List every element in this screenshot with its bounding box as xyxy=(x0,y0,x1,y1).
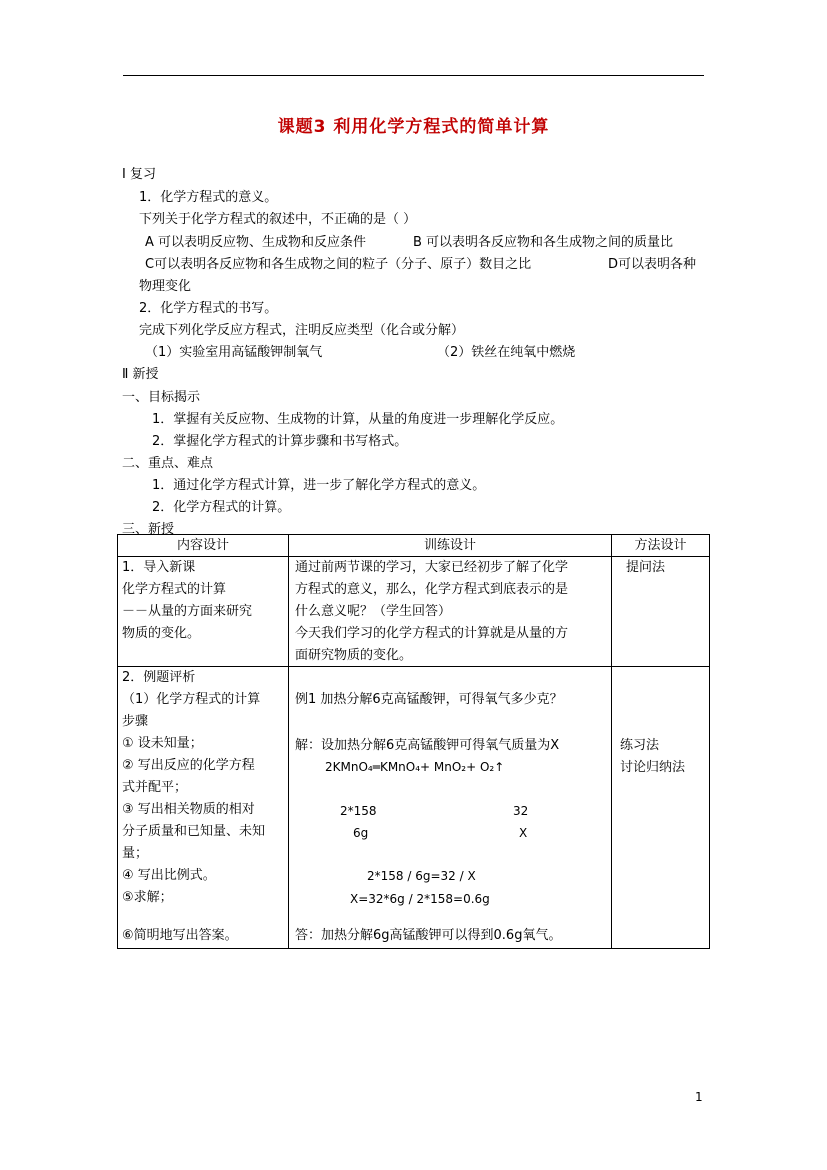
section-keypoints: 二、重点、难点 xyxy=(122,456,214,471)
goal-1: 1．掌握有关反应物、生成物的计算，从量的角度进一步理解化学反应。 xyxy=(152,412,564,427)
keypoint-1: 1．通过化学方程式计算，进一步了解化学方程式的意义。 xyxy=(152,478,486,493)
keypoint-2: 2．化学方程式的计算。 xyxy=(152,500,291,515)
review-question: 下列关于化学方程式的叙述中，不正确的是（ ） xyxy=(139,212,417,227)
row2-content-line: 2．例题评析 xyxy=(122,670,196,685)
row2-content-cell xyxy=(117,666,289,949)
row1-training-line: 通过前两节课的学习，大家已经初步了解了化学 xyxy=(295,560,569,575)
review-sub-2: （2）铁丝在纯氧中燃烧 xyxy=(437,345,576,360)
header-cell-training xyxy=(288,534,612,557)
row2-content-line: （1）化学方程式的计算 xyxy=(122,692,261,707)
row2-content-line: ② 写出反应的化学方程 xyxy=(122,758,255,773)
row2-content-line: ④ 写出比例式。 xyxy=(122,868,216,883)
review-item-1: 1．化学方程式的意义。 xyxy=(139,190,278,205)
final-answer: 答：加热分解6g高锰酸钾可以得到0.6g氧气。 xyxy=(295,928,562,943)
unknown-mass: X xyxy=(519,826,528,840)
row2-method-cell xyxy=(611,666,710,949)
review-item-2: 2．化学方程式的书写。 xyxy=(139,301,278,316)
row2-method-line: 练习法 xyxy=(620,738,660,753)
goal-2: 2．掌握化学方程式的计算步骤和书写格式。 xyxy=(152,434,408,449)
section-goals: 一、目标揭示 xyxy=(122,390,201,405)
review-heading: Ⅰ 复习 xyxy=(122,167,156,182)
row2-content-line: ③ 写出相关物质的相对 xyxy=(122,802,255,817)
header-rule xyxy=(123,75,704,76)
row1-content-line: 化学方程式的计算 xyxy=(122,582,227,597)
header-content: 内容设计 xyxy=(176,538,229,553)
header-cell-method xyxy=(611,534,710,557)
row1-training-line: 面研究物质的变化。 xyxy=(295,648,413,663)
page-title: 课题3 利用化学方程式的简单计算 xyxy=(277,117,550,137)
newlesson-heading: Ⅱ 新授 xyxy=(122,367,159,382)
row1-training-cell xyxy=(288,556,612,667)
row2-content-line: 式并配平； xyxy=(122,780,188,795)
review-task: 完成下列化学反应方程式，注明反应类型（化合或分解） xyxy=(139,323,465,338)
header-training: 训练设计 xyxy=(423,538,476,553)
ratio-equation: 2*158 / 6g=32 / X xyxy=(367,869,476,883)
review-sub-1: （1）实验室用高锰酸钾制氧气 xyxy=(145,345,323,360)
header-method: 方法设计 xyxy=(634,538,687,553)
row2-content-line: 步骤 xyxy=(122,714,149,729)
section-newlesson: 三、新授 xyxy=(122,522,175,537)
example-question: 例1 加热分解6克高锰酸钾，可得氧气多少克？ xyxy=(295,692,563,707)
option-c: C可以表明各反应物和各生成物之间的粒子（分子、原子）数目之比 xyxy=(145,257,532,272)
row1-content-cell xyxy=(117,556,289,667)
solve-equation: X=32*6g / 2*158=0.6g xyxy=(350,892,490,906)
row1-method-cell xyxy=(611,556,710,667)
known-mass: 6g xyxy=(353,826,369,840)
molar-mass-left: 2*158 xyxy=(340,804,377,818)
option-b: B 可以表明各反应物和各生成物之间的质量比 xyxy=(413,235,674,250)
row2-content-line: ⑥简明地写出答案。 xyxy=(122,928,238,943)
option-d: D可以表明各种 xyxy=(608,257,697,272)
row1-method: 提问法 xyxy=(626,560,666,575)
row2-method-line: 讨论归纳法 xyxy=(620,760,686,775)
row2-training-cell xyxy=(288,666,612,949)
row2-content-line: ⑤求解； xyxy=(122,890,173,905)
option-a: A 可以表明反应物、生成物和反应条件 xyxy=(145,235,367,250)
row1-content-line: 1．导入新课 xyxy=(122,560,196,575)
option-d-continued: 物理变化 xyxy=(139,279,192,294)
row2-content-line: 分子质量和已知量、未知 xyxy=(122,824,266,839)
row1-training-line: 什么意义呢？（学生回答） xyxy=(295,604,452,619)
row2-content-line: 量； xyxy=(122,846,149,861)
page-number: 1 xyxy=(695,1090,703,1104)
solution-setup: 解：设加热分解6克高锰酸钾可得氧气质量为X xyxy=(295,738,560,753)
lesson-table xyxy=(117,534,710,949)
row1-training-line: 今天我们学习的化学方程式的计算就是从量的方 xyxy=(295,626,569,641)
header-cell-content xyxy=(117,534,289,557)
molar-mass-right: 32 xyxy=(513,804,529,818)
row1-content-line: －－从量的方面来研究 xyxy=(122,604,253,619)
row2-content-line: ① 设未知量； xyxy=(122,736,203,751)
chemical-equation: 2KMnO₄═KMnO₄+ MnO₂+ O₂↑ xyxy=(325,760,505,774)
row1-training-line: 方程式的意义，那么，化学方程式到底表示的是 xyxy=(295,582,569,597)
row1-content-line: 物质的变化。 xyxy=(122,626,201,641)
